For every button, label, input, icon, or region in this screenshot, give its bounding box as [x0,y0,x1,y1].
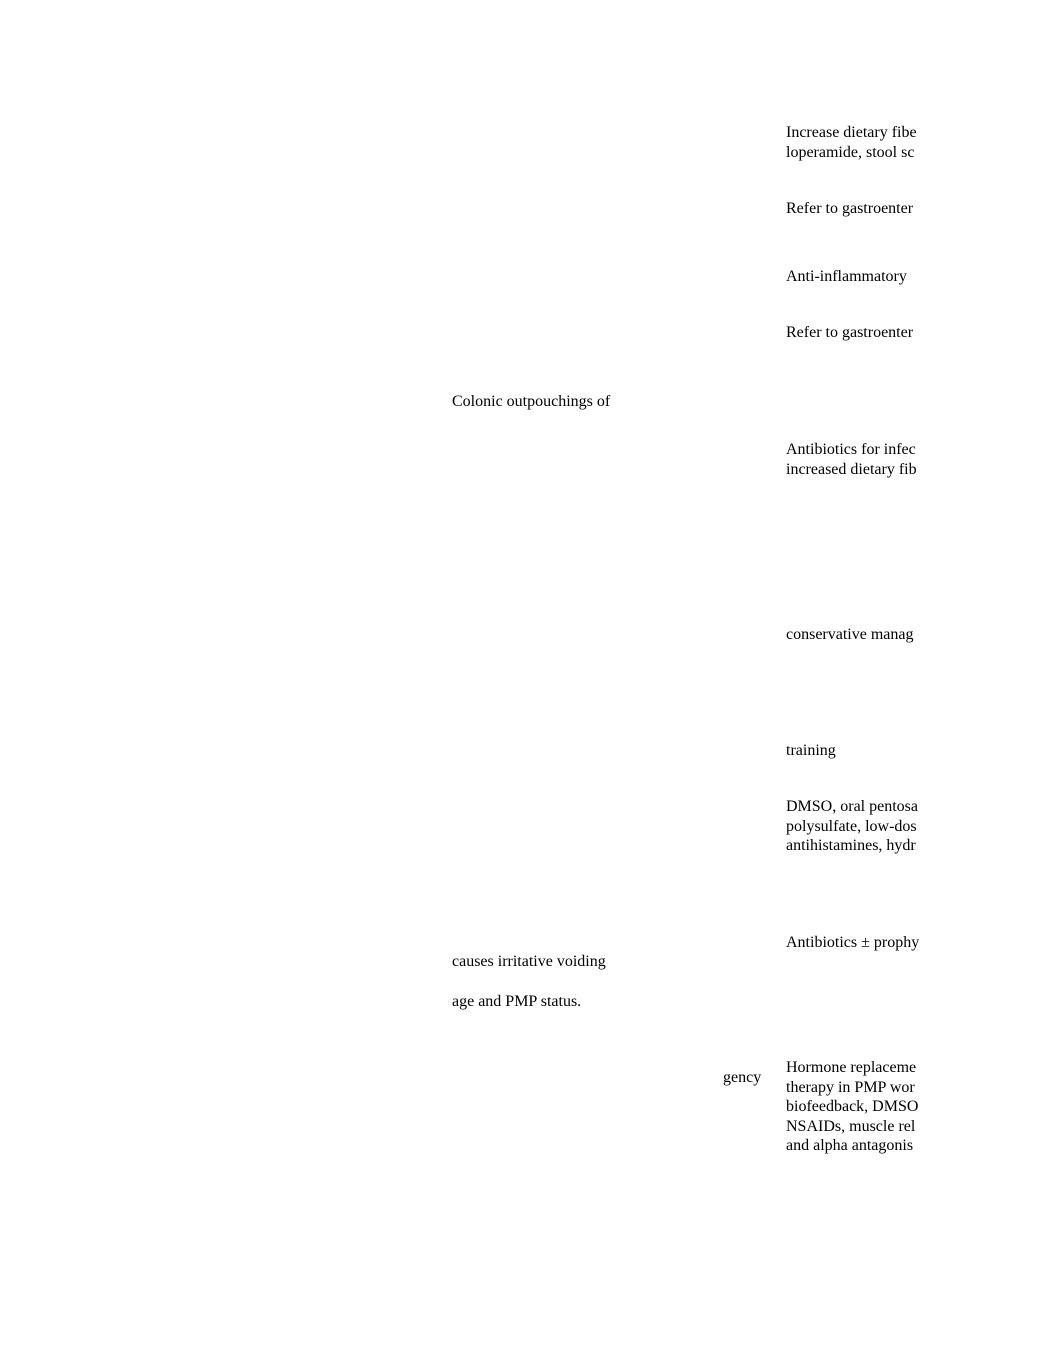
treatment-line: Refer to gastroenter [786,200,914,217]
treatment-line: Anti-inflammatory [786,268,907,285]
treatment-line: conservative manag [786,626,914,643]
treatment-ibd [786,267,921,287]
treatment-line: Antibiotics for infec [786,441,916,458]
condition-fragment-urgency: gency [723,1069,762,1086]
treatment-line: antihistamines, hydr [786,837,916,854]
treatment-conservative [786,625,921,645]
treatment-line: Increase dietary fibe [786,124,917,141]
treatment-training [786,741,921,761]
treatment-line: Refer to gastroenter [786,324,914,341]
treatment-line: polysulfate, low-dos [786,817,917,835]
treatment-line: loperamide, stool sc [786,143,915,161]
treatment-line: NSAIDs, muscle rel [786,1117,916,1135]
condition-fragment-diverticulosis: Colonic outpouchings of [452,393,611,410]
treatment-line: Hormone replaceme [786,1059,917,1076]
treatment-line: increased dietary fib [786,460,917,478]
treatment-line: therapy in PMP wor [786,1078,915,1096]
condition-fragment-pmp: age and PMP status. [452,993,582,1010]
treatment-refer-gi-2 [786,323,921,343]
treatment-refer-gi-1 [786,199,921,219]
treatment-ibs [786,123,921,162]
treatment-line: and alpha antagonis [786,1137,914,1154]
treatment-line: Antibiotics ± prophy [786,934,920,951]
treatment-urethral-syndrome [786,1058,921,1156]
treatment-line: training [786,742,836,759]
treatment-line: biofeedback, DMSO [786,1098,919,1115]
treatment-line: DMSO, oral pentosa [786,798,918,815]
treatment-uti [786,933,921,953]
condition-fragment-cystitis: causes irritative voiding [452,953,606,970]
treatment-interstitial-cystitis [786,797,921,856]
treatment-diverticulitis [786,440,921,479]
